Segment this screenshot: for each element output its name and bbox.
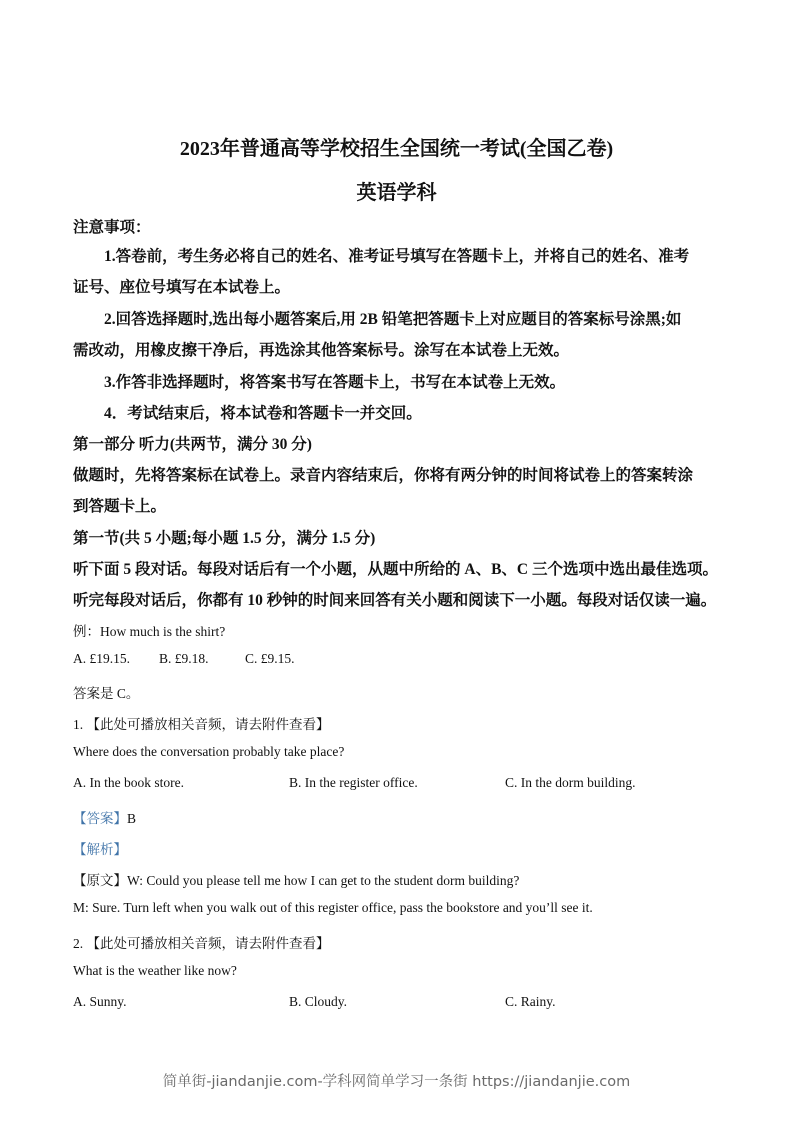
q2-option-c: C. Rainy. [505, 994, 556, 1009]
example-option-b: B. £9.18. [159, 651, 209, 666]
example-answer: 答案是 C。 [73, 686, 140, 701]
notice-heading: 注意事项： [73, 219, 151, 236]
q1-answer [73, 807, 136, 827]
page-title: 2023年普通高等学校招生全国统一考试(全国乙卷) [179, 138, 614, 160]
q1-option-a: A. In the book store. [73, 775, 184, 790]
section1-heading: 第一节(共 5 小题;每小题 1.5 分，满分 1.5 分) [73, 530, 376, 547]
example-question: 例：How much is the shirt? [73, 624, 226, 639]
answer-value: B [127, 811, 137, 826]
q2-audio-note: 2. 【此处可播放相关音频，请去附件查看】 [73, 936, 330, 951]
q2-question: What is the weather like now? [73, 963, 237, 978]
q2-option-a: A. Sunny. [73, 994, 127, 1009]
q1-transcript-line1 [73, 869, 519, 889]
q1-transcript-line2: M: Sure. Turn left when you walk out of this register office, pass the bookstore and you’ll see it. [73, 900, 593, 915]
notice-item-4: 4．考试结束后，将本试卷和答题卡一并交回。 [104, 405, 422, 422]
notice-item-1-line2: 证号、座位号填写在本试卷上。 [73, 279, 291, 296]
watermark-footer: 简单街-jiandanjie.com-学科网简单学习一条街 https://jiandanjie.com [162, 1074, 631, 1090]
q2-option-b: B. Cloudy. [289, 994, 348, 1009]
example-option-a: A. £19.15. [73, 651, 130, 666]
notice-item-3: 3.作答非选择题时，将答案书写在答题卡上，书写在本试卷上无效。 [104, 374, 566, 391]
notice-item-1-line1: 1.答卷前，考生务必将自己的姓名、准考证号填写在答题卡上，并将自己的姓名、准考 [104, 248, 690, 265]
transcript-label: 【原文】 [73, 873, 127, 888]
q1-audio-note: 1. 【此处可播放相关音频，请去附件查看】 [73, 717, 330, 732]
q1-question: Where does the conversation probably take place? [73, 744, 345, 759]
analysis-label: 【解析】 [73, 842, 127, 857]
page-subtitle: 英语学科 [356, 182, 437, 204]
section1-instruction-line1: 听下面 5 段对话。每段对话后有一个小题，从题中所给的 A、B、C 三个选项中选出最佳选项。 [73, 561, 718, 578]
transcript-text: W: Could you please tell me how I can get to the student dorm building? [127, 873, 520, 888]
notice-item-2-line1: 2.回答选择题时,选出每小题答案后,用 2B 铅笔把答题卡上对应题目的答案标号涂黑;如 [104, 311, 682, 328]
part1-instruction-line2: 到答题卡上。 [73, 498, 167, 515]
answer-label: 【答案】 [73, 811, 127, 826]
part1-heading: 第一部分 听力(共两节，满分 30 分) [73, 436, 312, 453]
q1-option-b: B. In the register office. [289, 775, 418, 790]
q1-option-c: C. In the dorm building. [505, 775, 636, 790]
part1-instruction-line1: 做题时，先将答案标在试卷上。录音内容结束后，你将有两分钟的时间将试卷上的答案转涂 [73, 467, 694, 484]
example-option-c: C. £9.15. [245, 651, 295, 666]
section1-instruction-line2: 听完每段对话后，你都有 10 秒钟的时间来回答有关小题和阅读下一小题。每段对话仅读一遍。 [73, 592, 717, 609]
notice-item-2-line2: 需改动，用橡皮擦干净后，再选涂其他答案标号。涂写在本试卷上无效。 [73, 342, 570, 359]
